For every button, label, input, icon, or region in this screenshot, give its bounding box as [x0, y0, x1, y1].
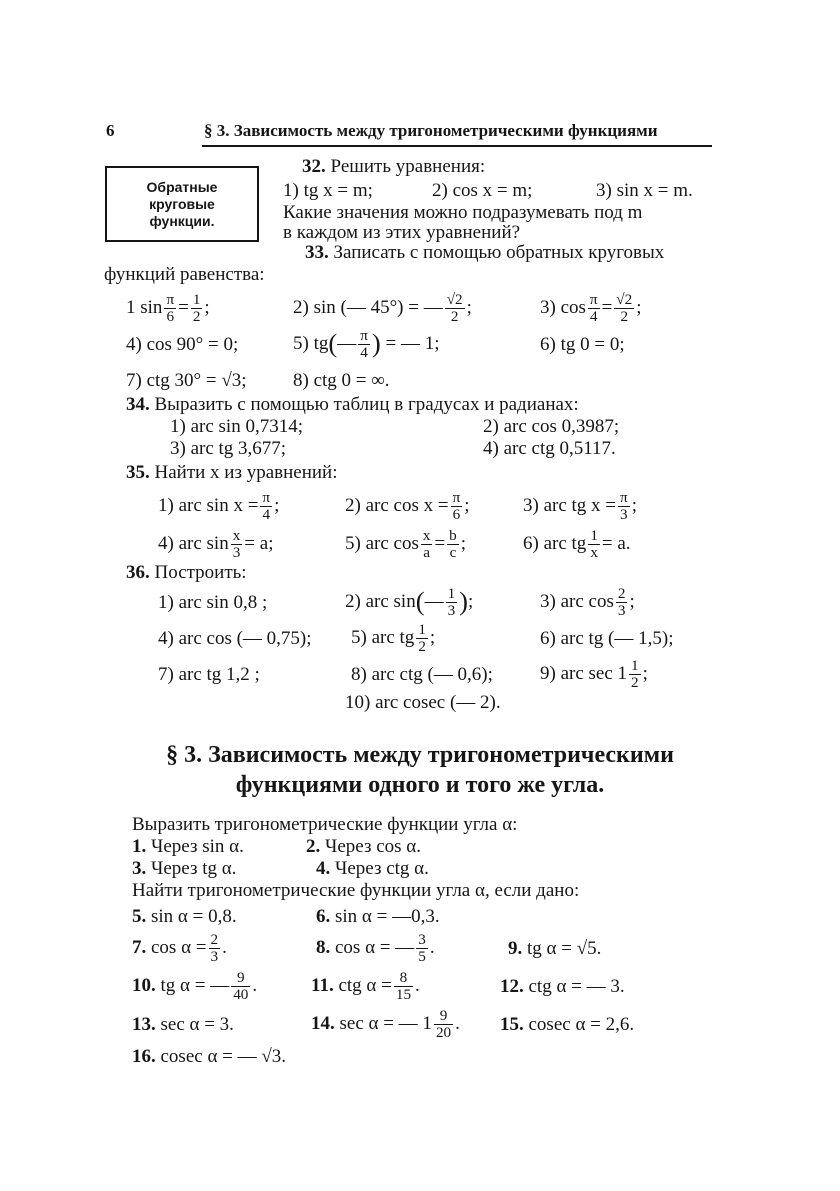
sidebar-line-2: круговые: [149, 196, 215, 212]
given-item-7: 7. cos α = $\frac{2}{3}$ .: [132, 931, 227, 965]
denominator: 20: [435, 1023, 452, 1041]
eq-1-lead: 1) arc sin x =: [158, 494, 259, 516]
item-3-lead: 3) cos: [540, 296, 586, 318]
item-text: Через cos α.: [325, 836, 421, 857]
item-text: ctg α = — 3.: [528, 976, 625, 997]
problem-32-text: Решить уравнения:: [330, 156, 486, 177]
problem-33-item-5: 5) tg(— $\frac{\pi}{4}$ ) = — 1;: [293, 327, 440, 362]
numerator: x: [232, 527, 241, 544]
eq-4-tail: = a;: [244, 532, 274, 554]
problem-33-heading: [305, 242, 664, 264]
given-item-8: 8. cos α = — $\frac{3}{5}$ .: [316, 931, 435, 965]
numerator: 1: [631, 657, 639, 674]
fraction: [434, 1008, 453, 1041]
problem-36-item-6: 6) arc tg (— 1,5);: [540, 628, 674, 649]
fraction: [416, 622, 428, 655]
numerator: x: [422, 527, 431, 544]
item-text: sin α = 0,8.: [151, 906, 237, 927]
fraction: [614, 292, 634, 325]
denominator: 40: [233, 985, 249, 1003]
problem-36-item-9: 9) arc sec 1 $\frac{1}{2}$ ;: [540, 657, 648, 691]
item-text: sec α = — 1: [339, 1012, 432, 1034]
fraction: [447, 528, 459, 561]
numerator: 3: [418, 931, 426, 948]
denominator: 3: [447, 602, 456, 620]
item-number: 1.: [132, 836, 147, 857]
fraction: [231, 970, 250, 1003]
denominator: 2: [620, 307, 629, 325]
fraction: [209, 932, 221, 965]
problem-36-item-8: 8) arc ctg (— 0,6);: [351, 664, 493, 685]
denominator: 3: [232, 543, 241, 561]
denominator: 6: [166, 307, 175, 325]
denominator: 3: [210, 947, 219, 965]
eq-2-lead: 2) arc cos x =: [345, 494, 449, 516]
problem-35-eq4: [158, 528, 273, 561]
fraction: [164, 292, 176, 325]
express-intro: Выразить тригонометрические функции угла α:: [132, 814, 518, 835]
item-text: Через ctg α.: [335, 858, 429, 879]
problem-33-number: 33.: [305, 242, 329, 263]
item-number: 5.: [132, 906, 147, 927]
denominator: 4: [589, 307, 598, 325]
denominator: 2: [631, 673, 639, 691]
denominator: a: [423, 543, 431, 561]
numerator: π: [620, 489, 628, 506]
denominator: 3: [620, 505, 628, 523]
equals: =: [178, 296, 189, 318]
problem-32-heading: [302, 156, 485, 178]
sidebar-line-3: функции.: [149, 213, 215, 229]
problem-33-item-1: 1 sin $\frac{\pi}{6}$ = $\frac{1}{2}$ ;: [126, 291, 210, 325]
problem-36-text: Построить:: [154, 562, 247, 583]
numerator: 9: [231, 970, 250, 987]
problem-32-question-1: Какие значения можно подразумевать под m: [283, 202, 643, 223]
given-item-16: [132, 1046, 286, 1068]
item-1-lead: 1 sin: [126, 296, 163, 318]
item-text: tg α = —: [160, 974, 230, 996]
fraction: [416, 932, 428, 965]
item-text: sin α = —0,3.: [335, 906, 440, 927]
fraction: [445, 292, 465, 325]
item-number: 10.: [132, 974, 156, 996]
fraction: [358, 328, 370, 361]
item-text: tg α = √5.: [527, 938, 602, 959]
denominator: 4: [360, 344, 368, 362]
item-text: ctg α =: [338, 974, 392, 996]
given-item-10: 10. tg α = — $\frac{9}{40}$ .: [132, 969, 258, 1003]
item-text: sec α = 3.: [160, 1014, 234, 1035]
problem-36-item-10: 10) arc cosec (— 2).: [345, 692, 501, 713]
problem-35-eq1: 1) arc sin x = $\frac{\pi}{4}$ ;: [158, 489, 280, 523]
item-2-lead: 2) sin (— 45°) = —: [293, 296, 443, 318]
item-text: cosec α = 2,6.: [528, 1014, 635, 1035]
problem-32-number: 32.: [302, 156, 326, 177]
given-item-11: 11. ctg α = $\frac{8}{15}$ .: [311, 969, 420, 1003]
item-number: 14.: [311, 1012, 335, 1034]
item-number: 7.: [132, 936, 147, 958]
fraction: [616, 586, 628, 619]
denominator: c: [449, 543, 457, 561]
eq-3-lead: 3) arc tg x =: [523, 494, 617, 516]
header-rule: [202, 145, 712, 147]
fraction: [588, 292, 600, 325]
express-item-2: [306, 836, 421, 858]
numerator: 1: [418, 621, 426, 638]
item-number: 11.: [311, 974, 334, 996]
denominator: 6: [452, 505, 461, 523]
item-text: cos α =: [151, 936, 207, 958]
problem-32-eq3: 3) sin x = m.: [596, 180, 693, 201]
problem-36-item-2: 2) arc sin(— $\frac{1}{3}$ );: [345, 585, 474, 620]
numerator: 1: [590, 527, 598, 544]
problem-35-eq3: 3) arc tg x = $\frac{\pi}{3}$ ;: [523, 489, 637, 523]
section-title-line-1: § 3. Зависимость между тригонометрическими: [166, 742, 674, 768]
item-number: 13.: [132, 1014, 156, 1035]
denominator: 2: [192, 307, 201, 325]
item-text: Через sin α.: [151, 836, 244, 857]
denominator: 3: [617, 601, 626, 619]
problem-33-text-cont: функций равенства:: [104, 264, 265, 285]
fraction: [588, 528, 600, 561]
problem-34-number: 34.: [126, 394, 150, 415]
numerator: 1: [447, 585, 456, 603]
problem-35-heading: [126, 462, 338, 484]
given-item-12: [500, 976, 625, 998]
fraction: [446, 586, 458, 619]
fraction: [629, 658, 641, 691]
given-item-13: [132, 1014, 234, 1036]
item-number: 9.: [508, 938, 523, 959]
problem-35-number: 35.: [126, 462, 150, 483]
fraction: [231, 528, 243, 561]
numerator: π: [452, 489, 461, 506]
problem-36-item-5: 5) arc tg $\frac{1}{2}$ ;: [351, 621, 436, 655]
item-number: 16.: [132, 1046, 156, 1067]
problem-35-eq5: 5) arc cos $\frac{x}{a}$ = $\frac{b}{c}$ ;: [345, 527, 467, 561]
numerator: 2: [210, 931, 219, 948]
item-number: 2.: [306, 836, 321, 857]
problem-34-heading: [126, 394, 579, 416]
problem-36-item-4: 4) arc cos (— 0,75);: [158, 628, 312, 649]
denominator: 2: [450, 307, 459, 325]
problem-33-text: Записать с помощью обратных круговых: [333, 242, 665, 263]
eq-6-lead: 6) arc tg: [523, 532, 587, 554]
problem-33-item-6: 6) tg 0 = 0;: [540, 334, 625, 355]
problem-34-item-3: 3) arc tg 3,677;: [170, 438, 287, 459]
problem-36-item-1: 1) arc sin 0,8 ;: [158, 592, 268, 613]
given-item-9: [508, 938, 601, 960]
given-item-5: [132, 906, 237, 928]
item-text: cos α = —: [335, 936, 415, 958]
item-number: 4.: [316, 858, 331, 879]
running-title: § 3. Зависимость между тригонометрическими функциями: [204, 121, 658, 140]
fraction: [451, 490, 463, 523]
express-item-1: [132, 836, 244, 858]
numerator: π: [360, 327, 368, 345]
denominator: 15: [395, 985, 412, 1003]
problem-33-item-4: 4) cos 90° = 0;: [126, 334, 239, 355]
fraction: [260, 490, 272, 523]
section-title-line-2: функциями одного и того же угла.: [235, 772, 605, 798]
find-intro: Найти тригонометрические функции угла α, если дано:: [132, 880, 580, 901]
problem-36-heading: [126, 562, 247, 584]
item-number: 15.: [500, 1014, 524, 1035]
eq-4-lead: 4) arc sin: [158, 532, 229, 554]
item-text: cosec α = — √3.: [160, 1046, 287, 1067]
item-number: 8.: [316, 936, 331, 958]
problem-36-item-7: 7) arc tg 1,2 ;: [158, 664, 260, 685]
problem-35-text: Найти x из уравнений:: [154, 462, 338, 483]
problem-34-text: Выразить с помощью таблиц в градусах и радианах:: [154, 394, 579, 415]
numerator: b: [449, 527, 457, 544]
item-number: 6.: [316, 906, 331, 927]
numerator: √2: [446, 291, 463, 308]
problem-33-item-2: 2) sin (— 45°) = — $\frac{√2}{2}$ ;: [293, 291, 472, 325]
problem-32-eq1: 1) tg x = m;: [283, 180, 373, 201]
problem-36-number: 36.: [126, 562, 150, 583]
fraction: [394, 970, 413, 1003]
denominator: 4: [262, 505, 271, 523]
page-number: 6: [106, 121, 115, 140]
item-5-lead: 5) arc tg: [351, 626, 415, 648]
problem-34-item-4: 4) arc ctg 0,5117.: [483, 438, 616, 459]
numerator: √2: [616, 291, 633, 308]
numerator: π: [262, 489, 271, 506]
fraction: [618, 490, 630, 523]
eq-6-tail: = a.: [601, 532, 631, 554]
problem-32-question-2: в каждом из этих уравнений?: [283, 222, 521, 243]
numerator: 2: [617, 585, 626, 602]
item-3-lead: 3) arc cos: [540, 590, 614, 612]
problem-35-eq2: 2) arc cos x = $\frac{\pi}{6}$ ;: [345, 489, 470, 523]
given-item-14: 14. sec α = — 1 $\frac{9}{20}$ .: [311, 1007, 460, 1041]
fraction: [191, 292, 203, 325]
express-item-3: [132, 858, 236, 880]
numerator: 9: [434, 1008, 453, 1025]
denominator: x: [590, 543, 598, 561]
given-item-15: [500, 1014, 634, 1036]
equals: =: [601, 296, 613, 318]
item-number: 12.: [500, 976, 524, 997]
given-item-6: [316, 906, 440, 928]
item-text: Через tg α.: [151, 858, 237, 879]
problem-36-item-3: 3) arc cos $\frac{2}{3}$ ;: [540, 585, 635, 619]
item-5-tail: = — 1;: [385, 333, 440, 354]
denominator: 5: [418, 947, 426, 965]
numerator: 1: [192, 291, 201, 308]
item-9-lead: 9) arc sec 1: [540, 662, 628, 684]
problem-33-item-3: 3) cos $\frac{\pi}{4}$ = $\frac{√2}{2}$ ;: [540, 291, 642, 325]
eq-5-lead: 5) arc cos: [345, 532, 419, 554]
sidebar-box: [105, 166, 259, 242]
problem-34-item-1: 1) arc sin 0,7314;: [170, 416, 303, 437]
problem-34-item-2: 2) arc cos 0,3987;: [483, 416, 620, 437]
numerator: π: [589, 291, 598, 308]
item-2-lead: 2) arc sin: [345, 591, 416, 612]
problem-32-eq2: 2) cos x = m;: [432, 180, 533, 201]
item-number: 3.: [132, 858, 147, 879]
numerator: π: [166, 291, 175, 308]
item-5-lead: 5) tg: [293, 333, 329, 354]
express-item-4: [316, 858, 429, 880]
problem-33-item-7: 7) ctg 30° = √3;: [126, 370, 247, 391]
denominator: 2: [418, 637, 426, 655]
numerator: 8: [394, 970, 413, 987]
sidebar-line-1: Обратные: [146, 179, 218, 195]
equals: =: [434, 532, 446, 554]
problem-35-eq6: [523, 528, 631, 561]
problem-33-item-8: 8) ctg 0 = ∞.: [293, 370, 390, 391]
fraction: [421, 528, 433, 561]
